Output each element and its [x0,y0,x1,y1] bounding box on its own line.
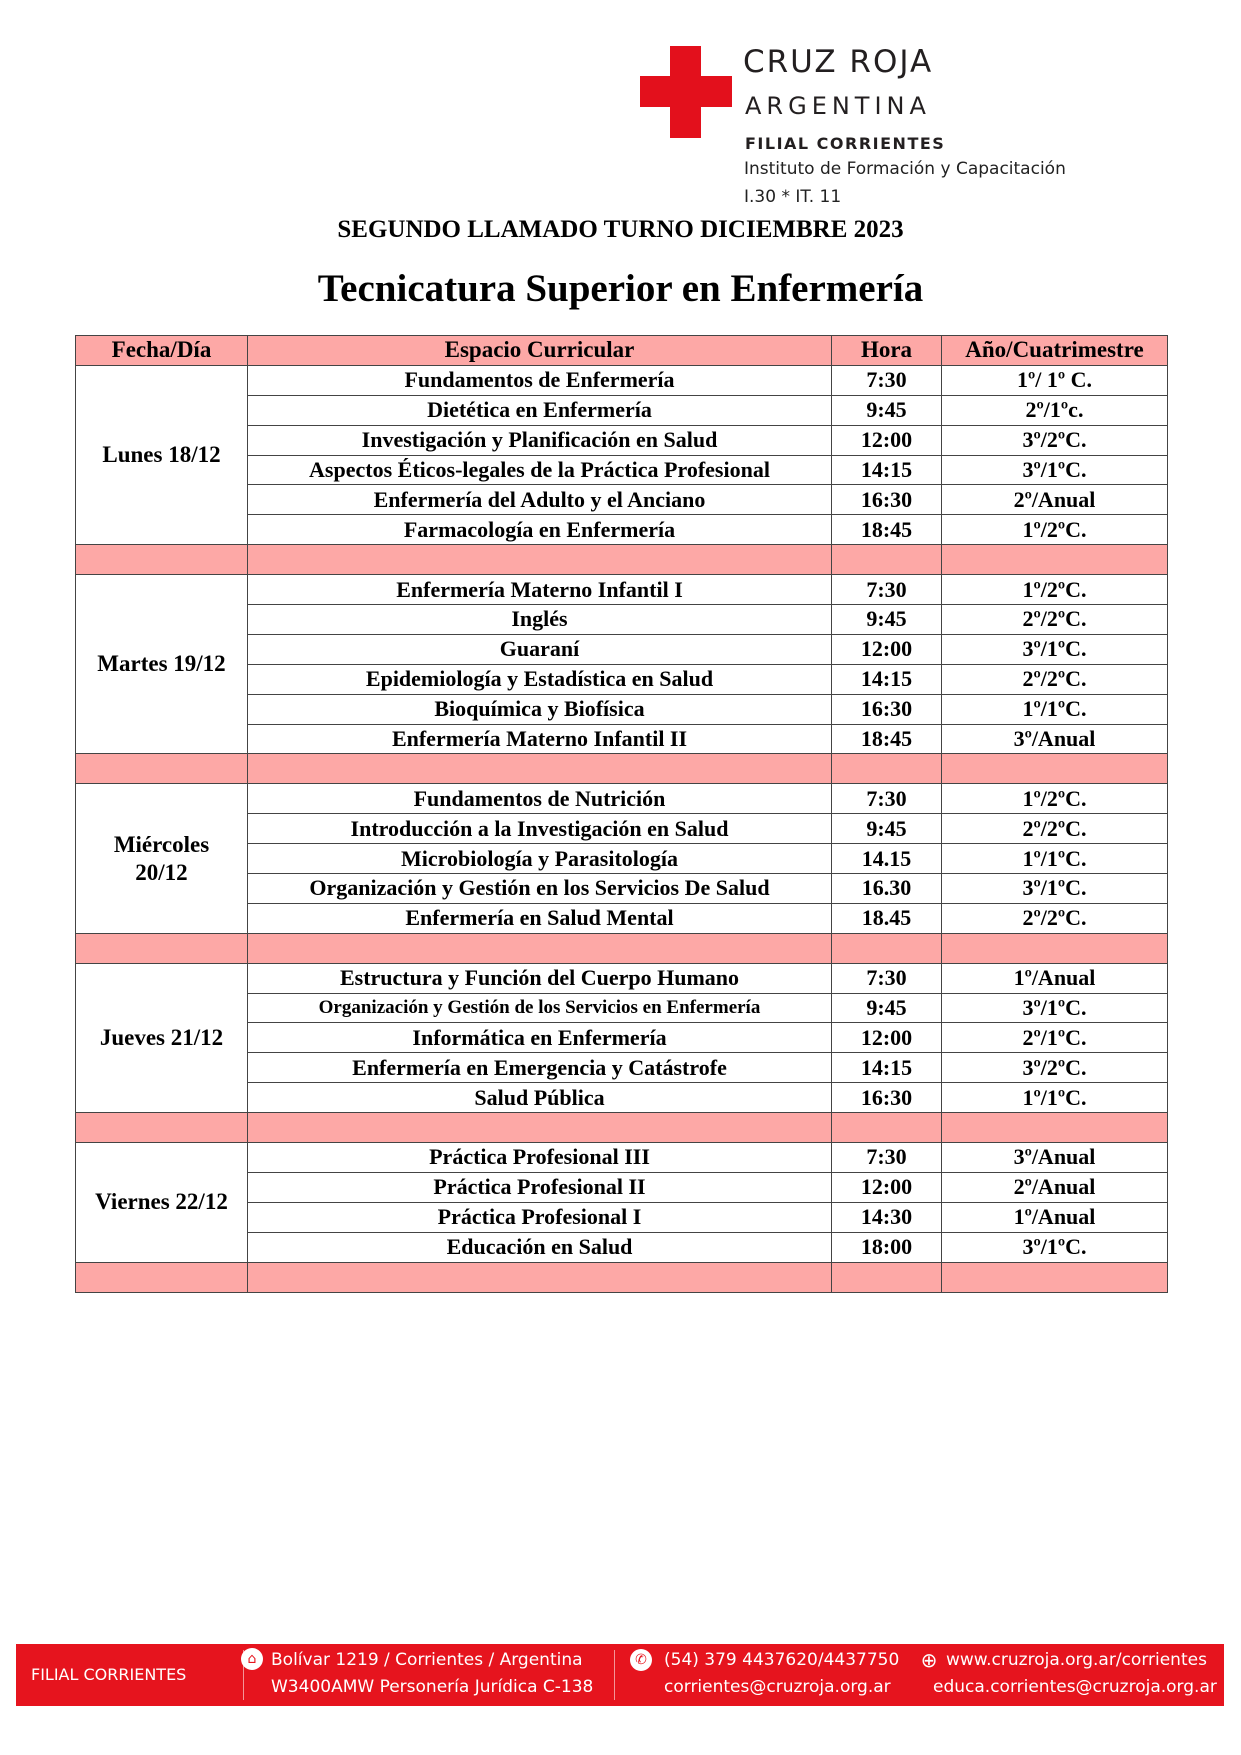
separator-cell [942,754,1168,784]
time-cell: 18.45 [832,903,942,933]
table-row [76,784,1168,814]
year-cell: 1º/ 1º C. [942,365,1168,395]
separator-cell [248,1262,832,1292]
year-cell: 1º/1ºC. [942,1083,1168,1113]
subject-cell: Práctica Profesional I [248,1202,832,1232]
time-cell: 16.30 [832,874,942,904]
subject-cell: Práctica Profesional II [248,1172,832,1202]
subject-cell: Inglés [248,605,832,635]
footer-bar [16,1644,1224,1706]
globe-icon: ⊕ [920,1648,938,1672]
home-icon: ⌂ [241,1648,263,1670]
footer-website[interactable]: www.cruzroja.org.ar/corrientes [946,1650,1207,1670]
time-cell: 7:30 [832,963,942,993]
year-cell: 1º/1ºC. [942,844,1168,874]
year-cell: 3º/1ºC. [942,634,1168,664]
org-name-line1: CRUZ ROJA [743,44,934,80]
subject-cell: Enfermería en Emergencia y Catástrofe [248,1053,832,1083]
day-label: Miércoles 20/12 [76,784,248,933]
header-year: Año/Cuatrimestre [942,336,1168,366]
year-cell: 1º/Anual [942,1202,1168,1232]
year-cell: 3º/Anual [942,724,1168,754]
table-row [76,365,1168,395]
separator-cell [248,545,832,575]
time-cell: 18:00 [832,1232,942,1262]
day-label: Jueves 21/12 [76,963,248,1112]
exam-schedule-table [75,335,1168,1293]
year-cell: 2º/Anual [942,485,1168,515]
time-cell: 18:45 [832,724,942,754]
subject-cell: Organización y Gestión de los Servicios en Enfermería [248,993,832,1023]
separator-cell [832,754,942,784]
year-cell: 1º/2ºC. [942,575,1168,605]
time-cell: 16:30 [832,1083,942,1113]
subject-cell: Aspectos Éticos-legales de la Práctica Profesional [248,455,832,485]
table-row [76,575,1168,605]
year-cell: 3º/1ºC. [942,1232,1168,1262]
subject-cell: Microbiología y Parasitología [248,844,832,874]
separator-cell [942,933,1168,963]
day-label: Lunes 18/12 [76,365,248,544]
time-cell: 12:00 [832,634,942,664]
day-label: Martes 19/12 [76,575,248,754]
day-separator-row [76,545,1168,575]
year-cell: 3º/2ºC. [942,1053,1168,1083]
separator-cell [76,1262,248,1292]
separator-cell [832,545,942,575]
time-cell: 14.15 [832,844,942,874]
table-header-row [76,336,1168,366]
day-separator-row [76,1113,1168,1143]
year-cell: 2º/1ºC. [942,1023,1168,1053]
separator-cell [76,1113,248,1143]
separator-cell [942,1262,1168,1292]
subject-cell: Enfermería en Salud Mental [248,903,832,933]
time-cell: 12:00 [832,425,942,455]
red-cross-icon [640,46,732,138]
time-cell: 16:30 [832,694,942,724]
subject-cell: Enfermería Materno Infantil I [248,575,832,605]
institute-code: I.30 * IT. 11 [744,187,842,207]
time-cell: 7:30 [832,575,942,605]
year-cell: 2º/2ºC. [942,664,1168,694]
footer-filial: FILIAL CORRIENTES [31,1665,187,1684]
subject-cell: Investigación y Planificación en Salud [248,425,832,455]
year-cell: 1º/Anual [942,963,1168,993]
table-row [76,963,1168,993]
institute-name: Instituto de Formación y Capacitación [744,159,1066,179]
separator-cell [76,754,248,784]
separator-cell [248,1113,832,1143]
subject-cell: Organización y Gestión en los Servicios De Salud [248,874,832,904]
year-cell: 3º/2ºC. [942,425,1168,455]
time-cell: 14:15 [832,664,942,694]
time-cell: 7:30 [832,1143,942,1173]
time-cell: 14:15 [832,455,942,485]
day-label: Viernes 22/12 [76,1143,248,1263]
subject-cell: Farmacología en Enfermería [248,515,832,545]
year-cell: 2º/2ºC. [942,903,1168,933]
separator-cell [832,1262,942,1292]
year-cell: 3º/Anual [942,1143,1168,1173]
time-cell: 9:45 [832,395,942,425]
subject-cell: Epidemiología y Estadística en Salud [248,664,832,694]
subject-cell: Estructura y Función del Cuerpo Humano [248,963,832,993]
separator-cell [248,754,832,784]
year-cell: 2º/1ºc. [942,395,1168,425]
separator-cell [832,1113,942,1143]
year-cell: 2º/Anual [942,1172,1168,1202]
day-separator-row [76,754,1168,784]
footer-email-education[interactable]: educa.corrientes@cruzroja.org.ar [933,1677,1217,1697]
time-cell: 7:30 [832,365,942,395]
year-cell: 1º/2ºC. [942,515,1168,545]
time-cell: 7:30 [832,784,942,814]
year-cell: 3º/1ºC. [942,874,1168,904]
page-subtitle: SEGUNDO LLAMADO TURNO DICIEMBRE 2023 [337,216,904,243]
year-cell: 1º/2ºC. [942,784,1168,814]
separator-cell [832,933,942,963]
subject-cell: Educación en Salud [248,1232,832,1262]
subject-cell: Dietética en Enfermería [248,395,832,425]
year-cell: 3º/1ºC. [942,993,1168,1023]
separator-cell [76,933,248,963]
subject-cell: Fundamentos de Enfermería [248,365,832,395]
year-cell: 2º/2ºC. [942,814,1168,844]
header-date: Fecha/Día [76,336,248,366]
subject-cell: Introducción a la Investigación en Salud [248,814,832,844]
year-cell: 2º/2ºC. [942,605,1168,635]
subject-cell: Salud Pública [248,1083,832,1113]
header-subject: Espacio Curricular [248,336,832,366]
table-row [76,1143,1168,1173]
phone-icon: ✆ [630,1649,652,1671]
footer-email[interactable]: corrientes@cruzroja.org.ar [664,1677,891,1697]
time-cell: 16:30 [832,485,942,515]
year-cell: 1º/1ºC. [942,694,1168,724]
time-cell: 18:45 [832,515,942,545]
subject-cell: Guaraní [248,634,832,664]
footer-phone: (54) 379 4437620/4437750 [664,1650,900,1670]
org-branch: FILIAL CORRIENTES [745,134,946,153]
separator-cell [76,545,248,575]
time-cell: 12:00 [832,1172,942,1202]
year-cell: 3º/1ºC. [942,455,1168,485]
subject-cell: Bioquímica y Biofísica [248,694,832,724]
subject-cell: Práctica Profesional III [248,1143,832,1173]
separator-cell [942,545,1168,575]
day-separator-row [76,933,1168,963]
subject-cell: Fundamentos de Nutrición [248,784,832,814]
time-cell: 9:45 [832,993,942,1023]
page-title: Tecnicatura Superior en Enfermería [317,267,924,310]
org-name-line2: ARGENTINA [745,92,931,120]
time-cell: 9:45 [832,605,942,635]
footer-address-line2: W3400AMW Personería Jurídica C-138 [271,1677,594,1697]
subject-cell: Enfermería del Adulto y el Anciano [248,485,832,515]
separator-cell [248,933,832,963]
day-separator-row [76,1262,1168,1292]
subject-cell: Informática en Enfermería [248,1023,832,1053]
footer-address-line1: Bolívar 1219 / Corrientes / Argentina [271,1650,583,1670]
time-cell: 12:00 [832,1023,942,1053]
header-time: Hora [832,336,942,366]
time-cell: 14:15 [832,1053,942,1083]
subject-cell: Enfermería Materno Infantil II [248,724,832,754]
time-cell: 9:45 [832,814,942,844]
separator-cell [942,1113,1168,1143]
time-cell: 14:30 [832,1202,942,1232]
